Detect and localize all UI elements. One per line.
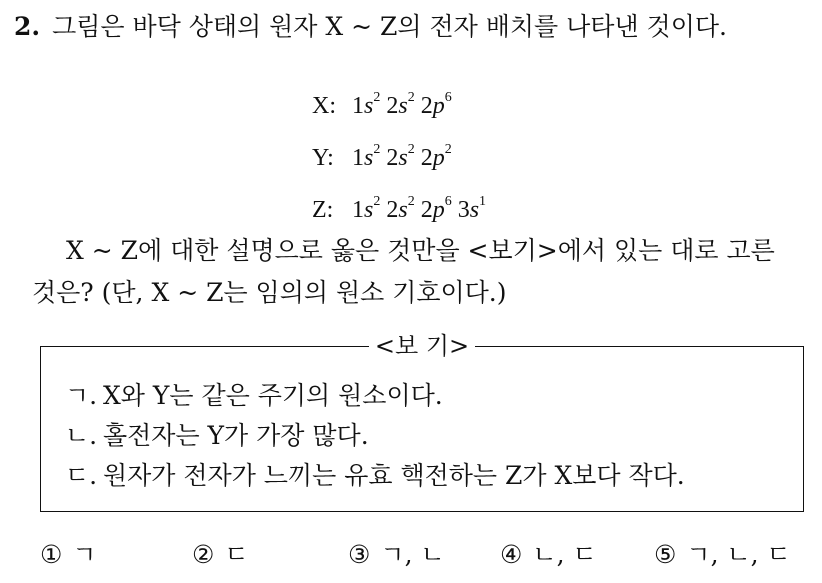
orbital: $2p^6$ bbox=[420, 194, 452, 223]
choice-1[interactable]: ① ㄱ bbox=[40, 540, 97, 569]
answer-choices bbox=[40, 537, 820, 573]
question-text: 그림은 바닥 상태의 원자 X ~ Z의 전자 배치를 나타낸 것이다. bbox=[52, 12, 727, 41]
choice-2[interactable]: ② ㄷ bbox=[192, 540, 249, 569]
config-x bbox=[312, 76, 492, 128]
orbital: $1s^2$ bbox=[352, 90, 381, 119]
prompt-line-2: 것은? (단, X ~ Z는 임의의 원소 기호이다.) bbox=[32, 278, 507, 307]
orbital: $2s^2$ bbox=[386, 194, 415, 223]
orbital: $3s^1$ bbox=[457, 194, 487, 223]
statement-mark: ㄷ. bbox=[65, 461, 98, 490]
orbital: $1s^2$ bbox=[352, 142, 381, 171]
element-label: Z: bbox=[312, 197, 334, 223]
choice-5[interactable]: ⑤ ㄱ, ㄴ, ㄷ bbox=[654, 540, 791, 569]
bogi-box bbox=[40, 332, 804, 512]
statement-text: X와 Y는 같은 주기의 원소이다. bbox=[103, 381, 443, 410]
question-stem bbox=[14, 10, 814, 44]
orbital: $2p^2$ bbox=[420, 142, 452, 171]
electron-configurations bbox=[312, 76, 492, 232]
statement-mark: ㄴ. bbox=[65, 421, 98, 450]
element-label: Y: bbox=[312, 145, 334, 171]
statement-mark: ㄱ. bbox=[65, 381, 98, 410]
choice-3[interactable]: ③ ㄱ, ㄴ bbox=[348, 540, 445, 569]
question-prompt bbox=[32, 230, 812, 314]
config-z bbox=[312, 180, 492, 232]
statement-giyeok bbox=[65, 379, 443, 413]
orbital: $1s^2$ bbox=[352, 194, 381, 223]
statement-nieun bbox=[65, 419, 369, 453]
config-y bbox=[312, 128, 492, 180]
question-number: 2. bbox=[14, 12, 41, 41]
element-label: X: bbox=[312, 93, 337, 119]
bogi-title: <보 기> bbox=[41, 330, 803, 362]
orbital: $2s^2$ bbox=[386, 142, 415, 171]
orbital: $2p^6$ bbox=[420, 90, 452, 119]
orbital: $2s^2$ bbox=[386, 90, 415, 119]
statement-text: 원자가 전자가 느끼는 유효 핵전하는 Z가 X보다 작다. bbox=[103, 461, 685, 490]
prompt-line-1: X ~ Z에 대한 설명으로 옳은 것만을 <보기>에서 있는 대로 고른 bbox=[66, 236, 775, 265]
choice-4[interactable]: ④ ㄴ, ㄷ bbox=[500, 540, 597, 569]
statement-digeut bbox=[65, 459, 685, 493]
statement-text: 홀전자는 Y가 가장 많다. bbox=[103, 421, 369, 450]
